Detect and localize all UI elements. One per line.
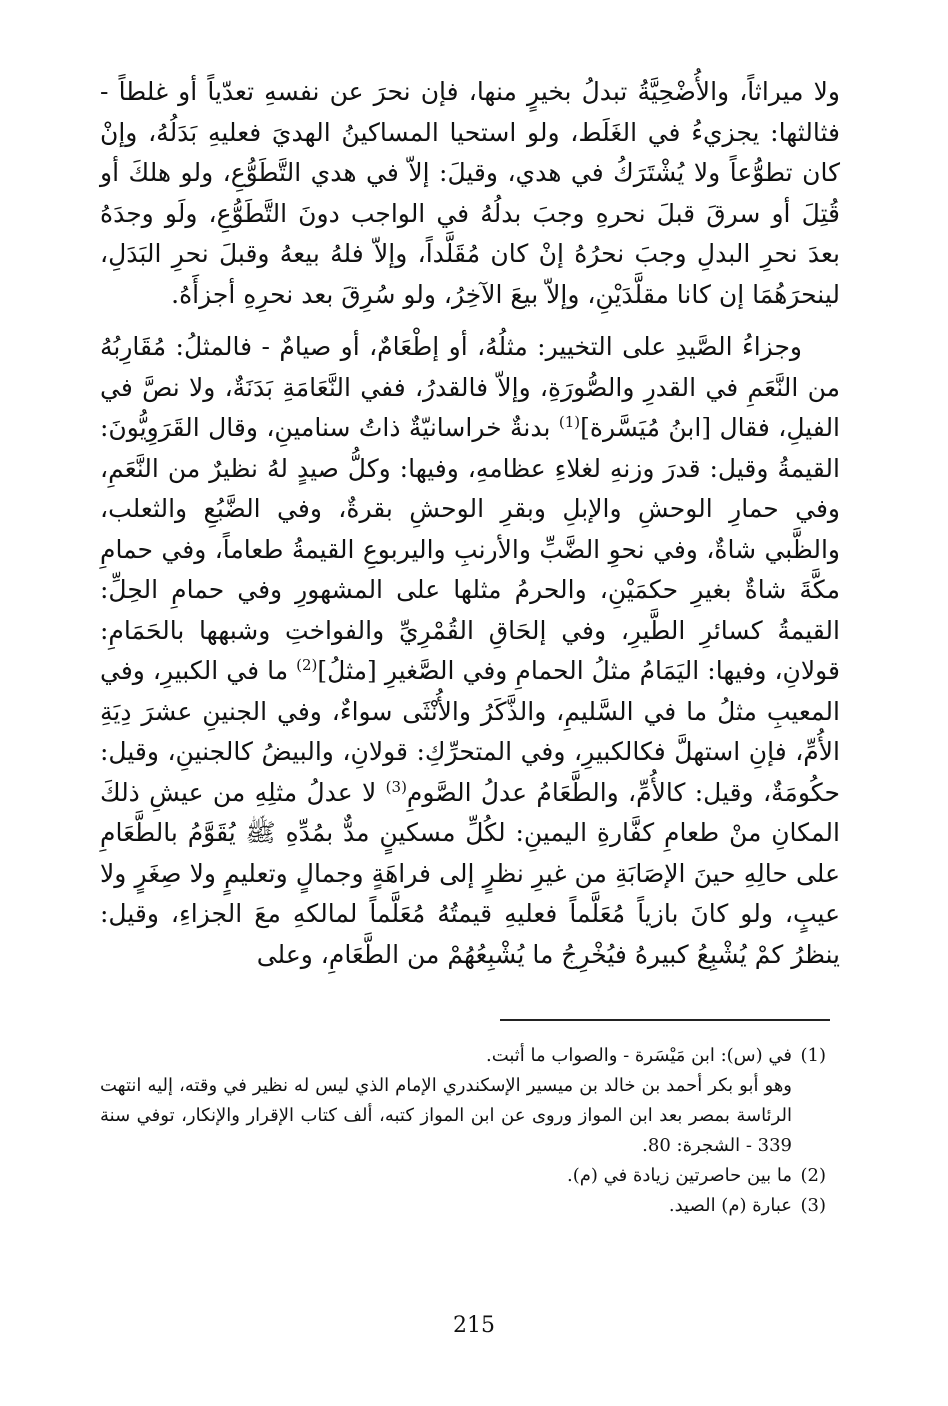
footnote-line: عبارة (م) الصيد. xyxy=(668,1195,792,1216)
paragraph-2-text-part-1: وجزاءُ الصَّيدِ على التخيير: مثلُهُ، أو إطْعَامٌ، أو صيامٌ - فالمثلُ: مُقَارِبُهُ من النَّعَمِ في القدرِ والصُّورَةِ، وإلاّ فالقدرُ، ففي النَّعَامَةِ بَدَنَةٌ، ولا نصَّ في الفيلِ، فقال [ابنُ مُيَسَّرة] xyxy=(100,332,841,442)
footnote-line: وهو أبو بكر أحمد بن خالد بن ميسير الإسكندري الإمام الذي ليس له نظير في وقته، إليه انتهت الرئاسة بمصر بعد ابن المواز وروى عن ابن المواز كتبه، ألف كتاب الإقرار والإنكار، توفي سنة 339 - الشجرة: 80. xyxy=(100,1075,793,1156)
page-number: 215 xyxy=(453,1313,495,1338)
paragraph-2-text-part-2: بدنةٌ خراسانيّةٌ ذاتُ سنامينِ، وقال القَرَوِيُّونَ: القيمةُ وقيل: قدرَ وزنهِ لغلاءِ عظامهِ، وفيها: وكلُّ صيدٍ لهُ نظيرٌ من النَّعَمِ، وفي حمارِ الوحشِ والإبلِ وبقرِ الوحشِ بقرةٌ، وفي الضَّبُعِ والثعلب، والظَّبي شاةٌ، وفي نحوِ الضَّبِّ والأرنبِ واليربوعِ القيمةُ طعاماً، وفي حمامِ مكَّةَ شاةٌ بغيرِ حكمَيْنِ، والحرمُ مثلها على المشهورِ وفي حمامِ الحِلِّ: القيمةُ كسائرِ الطَّيرِ، وفي إلحَاقِ القُمْرِيِّ والفواختِ وشبهها بالحَمَامِ: قولانِ، وفيها: اليَمَامُ مثلُ الحمامِ وفي الصَّغيرِ [مثلُ] xyxy=(100,413,840,685)
paragraph-1 xyxy=(100,72,840,315)
footnote-ref-3: (3) xyxy=(385,777,407,796)
paragraph-2-text-part-3: ما في الكبيرِ، وفي المعيبِ مثلُ ما في السَّليمِ، والذَّكَرُ والأُنْثَى سواءٌ، وفي الجنينِ عشرَ دِيَةِ الأُمِّ، فإنِ استهلَّ فكالكبيرِ، وفي المتحرِّكِ: قولانِ، والبيضُ كالجنينِ، وقيل: حكُومَةٌ، وقيل: كالأُمِّ، والطَّعَامُ عدلُ الصَّومِ xyxy=(100,656,840,807)
footnote-2 xyxy=(100,1161,840,1191)
footnotes xyxy=(100,1041,840,1221)
paragraph-2 xyxy=(100,327,840,975)
footnote-number: (1) xyxy=(800,1045,826,1066)
footnote-1 xyxy=(100,1041,840,1161)
footnote-line: ما بين حاصرتين زيادة في (م). xyxy=(567,1165,792,1186)
footnote-text xyxy=(100,1041,792,1161)
paragraph-2-text-part-4: لا عدلُ مثلِهِ من عيشِ ذلكَ المكانِ منْ طعامِ كفَّارةِ اليمينِ: لكُلِّ مسكينٍ مدٌّ بمُدِّهِ ﷺ يُقَوَّمُ بالطَّعَامِ على حالِهِ حينَ الإصَابَةِ من غيرِ نظرٍ إلى فراهَةٍ وجمالٍ وتعليمٍ ولا صِغَرٍ ولا عيبٍ، ولو كانَ بازياً مُعَلَّماً فعليهِ قيمتُهُ مُعَلَّماً لمالكهِ معَ الجزاءِ، وقيل: ينظرُ كمْ يُشْبِعُ كبيرهُ فيُخْرِجُ ما يُشْبِعُهُمْ من الطَّعَامِ، وعلى xyxy=(100,777,840,969)
footnote-number: (2) xyxy=(800,1165,826,1186)
footnote-3 xyxy=(100,1191,840,1221)
footnote-number: (3) xyxy=(800,1195,826,1216)
footnote-ref-1: (1) xyxy=(558,413,581,431)
footnote-text xyxy=(100,1191,792,1221)
page-content xyxy=(100,72,840,1221)
footnote-ref-2: (2) xyxy=(296,656,318,674)
paragraph-1-text: ولا ميراثاً، والأُضْحِيَّةُ تبدلُ بخيرٍ منها، فإن نحرَ عن نفسهِ تعدّياً أو غلطاً - فثالثها: يجزيءُ في الغَلَط، ولو استحيا المساكينُ الهديَ فعليهِ بَدَلُهُ، وإنْ كان تطوُّعاً ولا يُشْتَرَكُ في هدي، وقيلَ: إلاّ في هدي التَّطَوُّعِ، ولو هلكَ أو قُتِلَ أو سرقَ قبلَ نحرهِ وجبَ بدلُهُ في الواجب دونَ التَّطَوُّعِ، ولَو وجدَهُ بعدَ نحرِ البدلِ وجبَ نحرُهُ إنْ كان مُقَلَّداً، وإلاّ فلهُ بيعهُ وقبلَ نحرِ البَدَلِ، لينحرَهُمَا إن كانا مقلَّدَيْنِ، وإلاّ بيعَ الآخِرُ، ولو سُرِقَ بعد نحرِهِ أجزأَهُ. xyxy=(100,77,840,309)
footnote-text xyxy=(100,1161,792,1191)
footnote-line: في (س): ابن مَيْسَرة - والصواب ما أثبت. xyxy=(485,1045,792,1066)
footnote-separator xyxy=(500,1019,830,1021)
main-text xyxy=(100,72,840,975)
